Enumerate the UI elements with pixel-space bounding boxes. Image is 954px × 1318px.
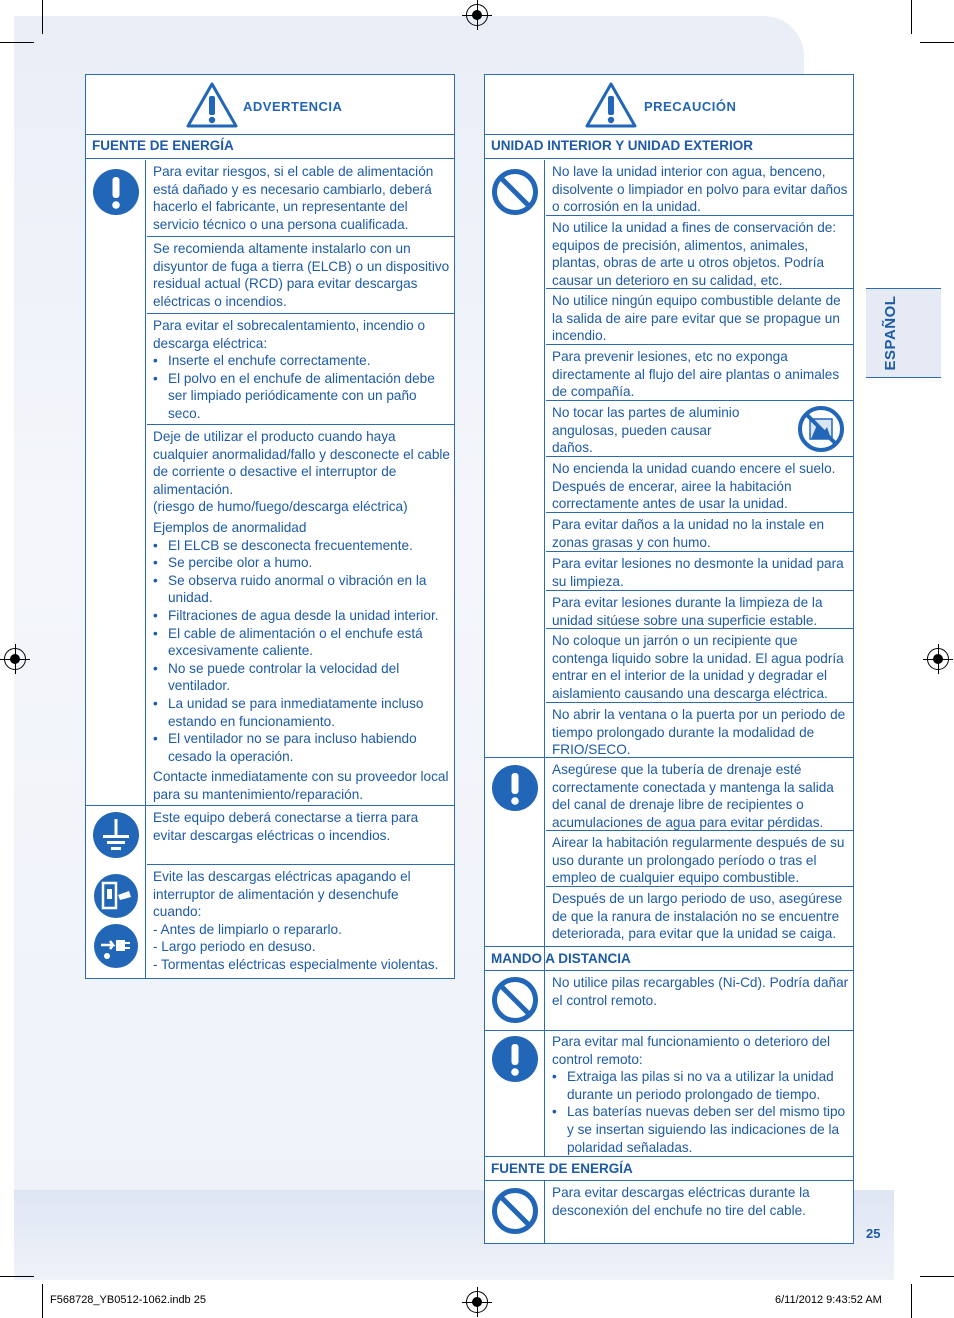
icon-cell	[86, 160, 146, 806]
warning-section-title: FUENTE DE ENERGÍA	[86, 134, 454, 159]
crop-mark	[920, 1276, 954, 1277]
unplug-icon	[93, 923, 139, 969]
bullet-item: • El ELCB se desconecta frecuentemente.	[153, 537, 450, 555]
prohibited-icon	[491, 168, 539, 216]
warning-item-text: Se recomienda altamente instalarlo con un disyuntor de fuga a tierra (ELCB) o un dispositivo residual actual (RCD) para evitar descargas eléctricas o incendios.	[147, 237, 454, 314]
bullet-item: • No se puede controlar la velocidad del ventilador.	[153, 660, 450, 695]
registration-mark-icon	[927, 648, 949, 670]
language-tab	[866, 288, 941, 378]
icon-cell	[485, 1181, 545, 1243]
caution-title: PRECAUCIÓN	[644, 99, 737, 114]
warning-header	[86, 75, 454, 135]
crop-mark	[42, 0, 43, 34]
bullet-item: • El ventilador no se para incluso habiendo cesado la operación.	[153, 730, 450, 765]
caution-item-text: No utilice pilas recargables (Ni-Cd). Podría dañar el control remoto.	[552, 975, 849, 1008]
page-number: 25	[866, 1226, 881, 1241]
warning-panel	[85, 74, 455, 979]
warning-item-text: Evite las descargas eléctricas apagando el interruptor de alimentación y desenchufe cuando: - Antes de limpiarlo o repararlo. - Largo periodo en desuso. - Tormentas eléctricas especialmente violentas.	[153, 869, 439, 972]
warning-triangle-icon	[186, 81, 238, 129]
mandatory-icon	[92, 168, 140, 216]
caution-item-text: No lave la unidad interior con agua, benceno, disolvente o limpiador en polvo para evitar daños o corrosión en la unidad.	[546, 160, 853, 216]
footer-timestamp: 6/11/2012 9:43:52 AM	[775, 1294, 882, 1306]
warning-title: ADVERTENCIA	[243, 99, 343, 114]
no-touch-aluminium-icon	[797, 405, 845, 453]
caution-section-indoor-outdoor: UNIDAD INTERIOR Y UNIDAD EXTERIOR	[485, 134, 853, 159]
caution-header	[485, 75, 853, 135]
icon-cell	[485, 758, 545, 971]
mandatory-icon	[491, 764, 539, 812]
caution-section-power: FUENTE DE ENERGÍA	[485, 1156, 853, 1181]
caution-item-text: Para prevenir lesiones, etc no exponga directamente al flujo del aire plantas o animales de compañía.	[546, 345, 853, 401]
caution-section-remote: MANDO A DISTANCIA	[485, 946, 853, 971]
caution-item-text: Después de un largo periodo de uso, asegúrese de que la ranura de instalación no se encuentre deteriorada, para evitar que la unidad se caiga.	[552, 891, 843, 942]
caution-item-text: No coloque un jarrón o un recipiente que contenga liquido sobre la unidad. El agua podría entrar en el interior de la unidad y degradar el aislamiento causando una descarga eléctrica.	[546, 629, 853, 703]
bullet-item: • Inserte el enchufe correctamente.	[153, 352, 450, 370]
bullet-item: • Las baterías nuevas deben ser del mismo tipo y se insertan siguiendo las indicaciones de la polaridad señaladas.	[552, 1103, 849, 1156]
footer-file: F568728_YB0512-1062.indb 25	[50, 1294, 206, 1306]
crop-mark	[0, 42, 34, 43]
warning-item-text: Para evitar riesgos, si el cable de alimentación está dañado y es necesario cambiarlo, deberá hacerlo el fabricante, un representante del servicio técnico o una persona cualificada.	[147, 160, 454, 237]
caution-item-text: No abrir la ventana o la puerta por un periodo de tiempo prolongado durante la modalidad de FRIO/SECO.	[552, 707, 846, 758]
bullet-item: • Se observa ruido anormal o vibración en la unidad.	[153, 572, 450, 607]
caution-panel	[484, 74, 854, 1244]
warning-item-text: Este equipo deberá conectarse a tierra para evitar descargas eléctricas o incendios.	[147, 806, 454, 865]
icon-cell	[485, 160, 545, 757]
registration-mark-icon	[466, 4, 488, 26]
bullet-item: • La unidad se para inmediatamente incluso estando en funcionamiento.	[153, 695, 450, 730]
crop-mark	[911, 0, 912, 34]
caution-triangle-icon	[585, 81, 637, 129]
language-tab-label: ESPAÑOL	[882, 295, 899, 371]
crop-mark	[0, 1276, 34, 1277]
bullet-item: • El cable de alimentación o el enchufe está excesivamente caliente.	[153, 625, 450, 660]
registration-mark-icon	[4, 648, 26, 670]
caution-item-text: Para evitar lesiones no desmonte la unidad para su limpieza.	[546, 552, 853, 591]
bullet-item: • Se percibe olor a humo.	[153, 554, 450, 572]
prohibited-icon	[491, 1187, 539, 1235]
prohibited-icon	[491, 976, 539, 1024]
warning-item-text: Deje de utilizar el producto cuando haya cualquier anormalidad/fallo y desconecte el cable de corriente o desactive el interruptor de alimentación. (riesgo de humo/fuego/descarga eléctrica) Ejemplos de anormalidad • El ELCB se desconecta frecuentemente. • Se percibe olor a humo. • Se observa ruido anormal o vibración en la unidad. • Filtraciones de agua desde la unidad interior. • El cable de alimentación o el enchufe está excesivamente caliente. • No se puede controlar la velocidad del ventilador. • La unidad se para inmediatamente incluso estando en funcionamiento. • El ventilador no se para incluso habiendo cesado la operación. Contacte inmediatamente con su proveedor local para su mantenimiento/reparación.	[147, 425, 454, 806]
bullet-item: • Filtraciones de agua desde la unidad interior.	[153, 607, 450, 625]
bullet-item: • Extraiga las pilas si no va a utilizar la unidad durante un periodo prolongado de tiempo.	[552, 1068, 849, 1103]
crop-mark	[920, 42, 954, 43]
icon-cell	[86, 806, 146, 865]
caution-item-text: No encienda la unidad cuando encere el suelo. Después de encerar, airee la habitación correctamente antes de usar la unidad.	[546, 457, 853, 513]
caution-item-text: Para evitar mal funcionamiento o deterioro del control remoto: • Extraiga las pilas si no va a utilizar la unidad durante un periodo prolongado de tiempo. • Las baterías nuevas deben ser del mismo tipo y se insertan siguiendo las indicaciones de la polaridad señaladas.	[546, 1030, 853, 1156]
mandatory-icon	[491, 1035, 539, 1083]
caution-item-text: No tocar las partes de aluminio angulosas, pueden causar daños.	[546, 401, 853, 457]
caution-item-text: Airear la habitación regularmente después de su uso durante un prolongado período o tras el empleo de cualquier equipo combustible.	[546, 831, 853, 887]
crop-mark	[911, 1284, 912, 1318]
icon-cell	[485, 971, 545, 1030]
caution-item-text: No utilice la unidad a fines de conservación de: equipos de precisión, alimentos, animales, plantas, obras de arte u otros objetos. Podría causar un deterioro en su calidad, etc.	[546, 216, 853, 289]
icon-cell	[485, 1030, 545, 1156]
warning-item-text: Para evitar el sobrecalentamiento, incendio o descarga eléctrica: • Inserte el enchufe correctamente. • El polvo en el enchufe de alimentación debe ser limpiado periódicamente con un paño seco.	[147, 314, 454, 425]
registration-mark-icon	[466, 1291, 488, 1313]
unplug-switch-icon	[93, 873, 139, 919]
crop-mark	[42, 1284, 43, 1318]
ground-icon	[92, 811, 140, 859]
caution-item-text: Para evitar lesiones durante la limpieza de la unidad sitúese sobre una superficie estable.	[546, 591, 853, 629]
caution-item-text: Asegúrese que la tubería de drenaje esté correctamente conectada y mantenga la salida del canal de drenaje libre de recipientes o acumulaciones de agua para evitar pérdidas.	[546, 758, 853, 831]
icon-cell	[86, 865, 146, 979]
caution-item-text: Para evitar daños a la unidad no la instale en zonas grasas y con humo.	[546, 513, 853, 552]
caution-item-text: Para evitar descargas eléctricas durante la desconexión del enchufe no tire del cable.	[552, 1185, 810, 1218]
bullet-item: • El polvo en el enchufe de alimentación debe ser limpiado periódicamente con un paño seco.	[153, 370, 450, 423]
caution-item-text: No utilice ningún equipo combustible delante de la salida de aire pare evitar que se propague un incendio.	[546, 289, 853, 345]
